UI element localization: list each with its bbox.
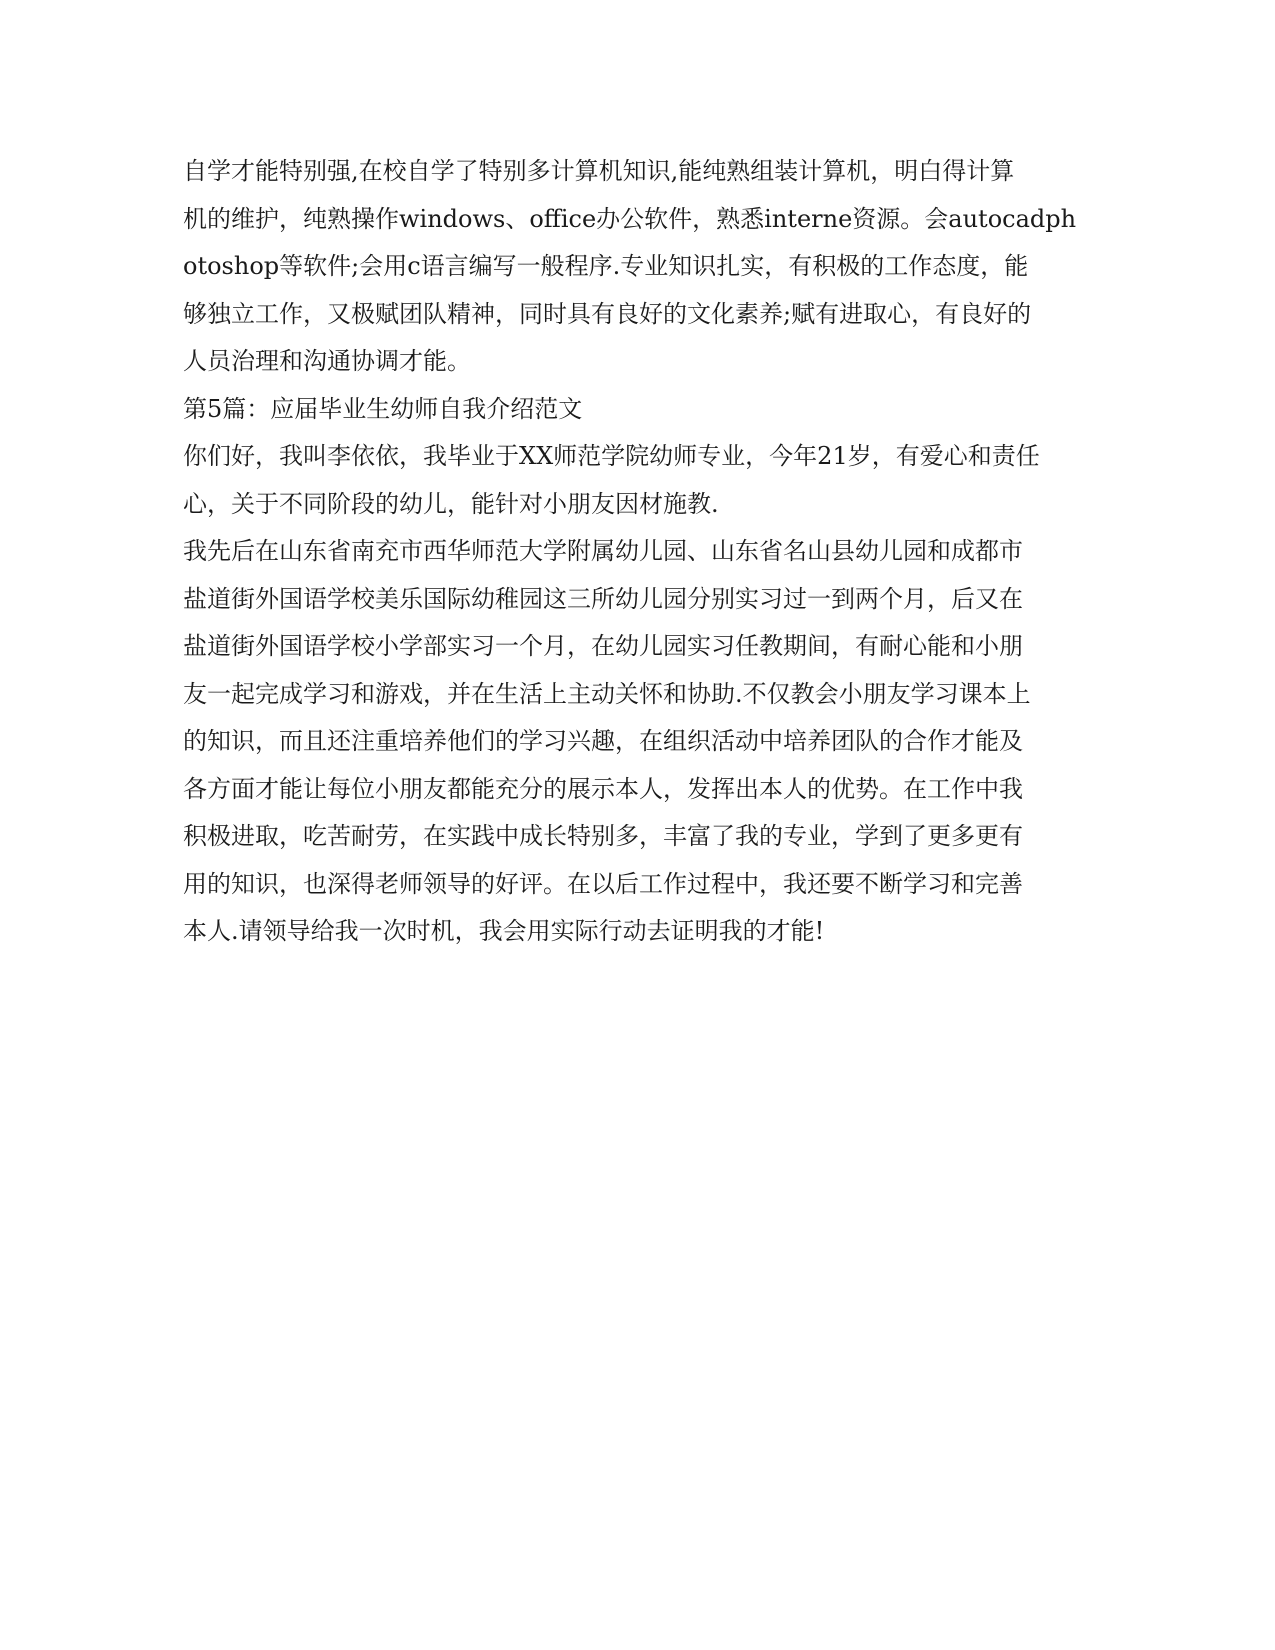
text-line: 心，关于不同阶段的幼儿，能针对小朋友因材施教. [183,489,719,518]
text-line: 机的维护，纯熟操作windows、office办公软件，熟悉interne资源。会autocadph [183,204,1077,233]
section-heading [183,386,1063,434]
text-line: 各方面才能让每位小朋友都能充分的展示本人，发挥出本人的优势。在工作中我 [183,774,1023,803]
text-line: 盐道街外国语学校小学部实习一个月，在幼儿园实习任教期间，有耐心能和小朋 [183,632,1023,660]
text-line: 友一起完成学习和游戏，并在生活上主动关怀和协助.不仅教会小朋友学习课本上 [183,679,1031,708]
text-line: 的知识，而且还注重培养他们的学习兴趣，在组织活动中培养团队的合作才能及 [183,727,1023,755]
text-line: 自学才能特别强,在校自学了特别多计算机知识,能纯熟组装计算机，明白得计算 [183,157,1015,185]
text-line: otoshop等软件;会用c语言编写一般程序.专业知识扎实，有积极的工作态度，能 [183,252,1029,280]
document-body [183,148,1077,956]
text-line: 本人.请领导给我一次时机，我会用实际行动去证明我的才能! [183,917,825,945]
paragraph-internship-experience [183,528,1063,956]
paragraph-self-study-skills [183,148,1077,386]
text-line: 我先后在山东省南充市西华师范大学附属幼儿园、山东省名山县幼儿园和成都市 [183,537,1023,565]
text-line: 用的知识，也深得老师领导的好评。在以后工作过程中，我还要不断学习和完善 [183,869,1023,898]
text-line: 人员治理和沟通协调才能。 [183,347,471,375]
heading-text: 第5篇：应届毕业生幼师自我介绍范文 [183,394,583,423]
text-line: 够独立工作，又极赋团队精神，同时具有良好的文化素养;赋有进取心，有良好的 [183,299,1032,328]
text-line: 积极进取，吃苦耐劳，在实践中成长特别多，丰富了我的专业，学到了更多更有 [183,822,1023,850]
text-line: 你们好，我叫李依依，我毕业于XX师范学院幼师专业，今年21岁，有爱心和责任 [183,442,1040,470]
text-line: 盐道街外国语学校美乐国际幼稚园这三所幼儿园分别实习过一到两个月，后又在 [183,584,1023,613]
paragraph-introduction [183,433,1063,528]
